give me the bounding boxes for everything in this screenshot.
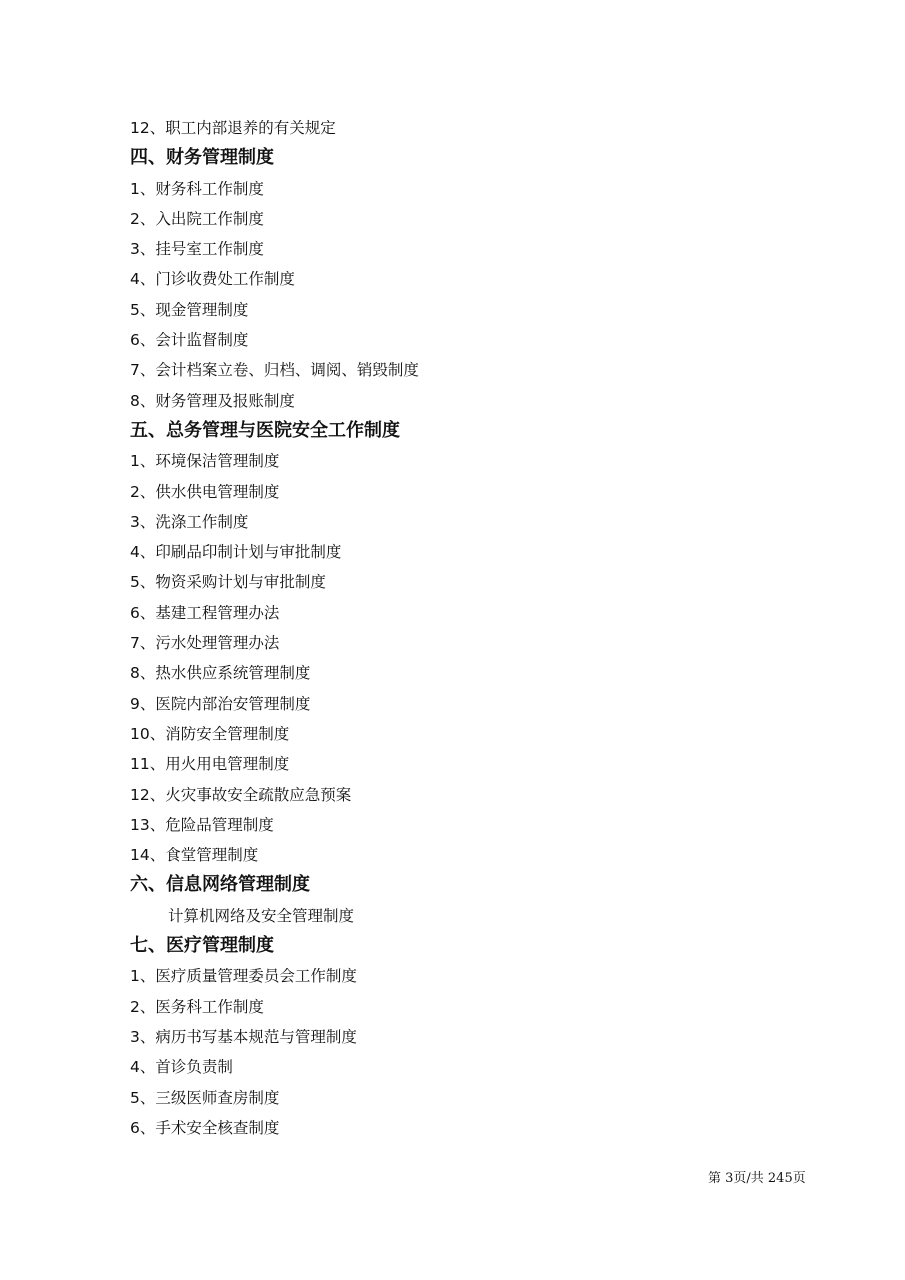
list-item: 12、火灾事故安全疏散应急预案 — [130, 785, 352, 804]
list-item: 12、职工内部退养的有关规定 — [130, 119, 336, 137]
section-heading: 七、医疗管理制度 — [130, 935, 274, 957]
list-item: 6、会计监督制度 — [130, 331, 249, 350]
list-item: 1、环境保洁管理制度 — [130, 452, 280, 471]
list-item: 7、污水处理管理办法 — [130, 634, 280, 653]
list-item: 5、现金管理制度 — [130, 300, 249, 319]
section-heading: 六、信息网络管理制度 — [130, 874, 310, 896]
list-item: 4、首诊负责制 — [130, 1058, 233, 1077]
list-item: 4、门诊收费处工作制度 — [130, 270, 295, 289]
section-heading: 五、总务管理与医院安全工作制度 — [130, 419, 400, 441]
list-item: 1、医疗质量管理委员会工作制度 — [130, 967, 357, 986]
list-item: 7、会计档案立卷、归档、调阅、销毁制度 — [130, 361, 419, 380]
list-item: 10、消防安全管理制度 — [130, 724, 290, 743]
list-item: 计算机网络及安全管理制度 — [168, 906, 355, 925]
list-item: 2、入出院工作制度 — [130, 209, 264, 228]
document-body — [130, 113, 830, 1143]
list-item: 6、基建工程管理办法 — [130, 603, 280, 622]
list-item: 2、医务科工作制度 — [130, 997, 264, 1016]
list-item: 8、财务管理及报账制度 — [130, 391, 295, 410]
list-item: 9、医院内部治安管理制度 — [130, 694, 311, 713]
list-item: 5、三级医师查房制度 — [130, 1088, 280, 1107]
list-item: 14、食堂管理制度 — [130, 846, 259, 865]
section-heading: 四、财务管理制度 — [130, 147, 274, 169]
list-item: 3、洗涤工作制度 — [130, 512, 249, 531]
page-number: 第 3页/共 245页 — [708, 1171, 806, 1186]
list-item: 13、危险品管理制度 — [130, 815, 274, 834]
list-item: 5、物资采购计划与审批制度 — [130, 573, 326, 592]
list-item: 11、用火用电管理制度 — [130, 755, 290, 774]
list-item: 1、财务科工作制度 — [130, 179, 264, 198]
list-item: 4、印刷品印制计划与审批制度 — [130, 543, 342, 562]
list-item: 2、供水供电管理制度 — [130, 482, 280, 501]
list-item: 3、病历书写基本规范与管理制度 — [130, 1027, 357, 1046]
list-item: 8、热水供应系统管理制度 — [130, 664, 311, 683]
list-item: 3、挂号室工作制度 — [130, 240, 264, 259]
list-item: 6、手术安全核查制度 — [130, 1118, 280, 1137]
